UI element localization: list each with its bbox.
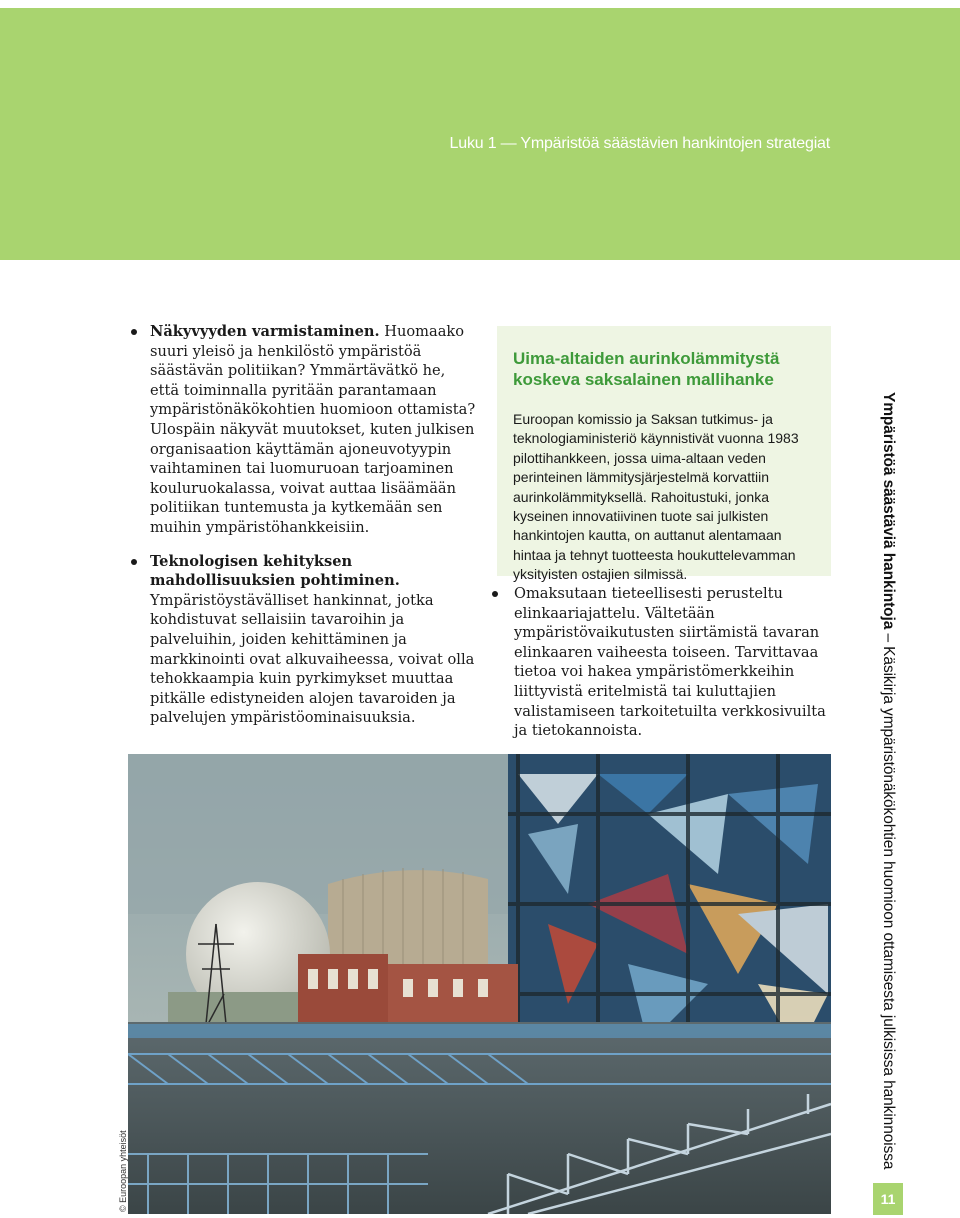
- photo-illustration: [128, 754, 831, 1214]
- chapter-title: Luku 1 — Ympäristöä säästävien hankintojen strategiat: [449, 135, 830, 152]
- case-study-title: Uima-altaiden aurinkolämmitystä koskeva saksalainen mallihanke: [513, 349, 780, 389]
- left-column: [128, 322, 478, 742]
- right-column: [489, 584, 835, 755]
- item-text: Omaksutaan tieteellisesti perusteltu elinkaariajattelu. Vältetään ympäristövaikutusten siirtämistä tavaran elinkaaren vaiheesta toiseen. Tarvittavaa tietoa voi hakea ympäristömerkkeihin liittyvistä eritelmistä tai kuluttajien valistamiseen tarkoitetuilta verkkosivuilta ja tietokannoista.: [514, 585, 826, 740]
- item-text: Ympäristöystävälliset hankinnat, jotka kohdistuvat sellaisiin tavaroihin ja palveluihin, joiden kehittäminen ja markkinointi ovat alkuvaiheessa, voivat olla tehokkaampia kuin pyrkimykset muuttaa pitkälle edistyneiden alojen tavaroiden ja palvelujen ympäristöominaisuuksia.: [150, 591, 475, 727]
- page-number: 11: [873, 1183, 903, 1215]
- bullet-icon: [131, 329, 137, 335]
- item-heading: Teknologisen kehityksen mahdollisuuksien pohtiminen.: [150, 552, 400, 590]
- photo-credit: © Euroopan yhteisöt: [118, 1130, 128, 1212]
- photo-montage: [128, 754, 831, 1214]
- list-item: [128, 322, 478, 538]
- list-item: [489, 584, 835, 741]
- case-study-text: Euroopan komissio ja Saksan tutkimus- ja teknologiaministeriö käynnistivät vuonna 1983 pilottihankkeen, jossa uima-altaan veden perinteinen lämmitysjärjestelmä korvattiin aurinkolämmityksellä. Rahoitustuki, jonka kyseinen innovatiivinen tuote sai julkisten hankintojen kautta, on auttanut alentamaan hintaa ja tehnyt tuotteesta houkuttelevamman yksityisten ostajien silmissä.: [513, 411, 799, 583]
- side-title-rest: – Käsikirja ympäristönäkökohtien huomioon ottamisesta julkisissa hankinnoissa: [880, 629, 897, 1170]
- item-text: Huomaako suuri yleisö ja henkilöstö ympäristöä säästävän politiikan? Ymmärtävätkö he, että toiminnalla pyritään parantamaan ympäristönäkökohtien huomioon ottamista? Ulospäin näkyvät muutokset, kuten julkisen organisaation käyttämän ajoneuvotyypin vaihtaminen tai luomuruoan tarjoaminen kouluruokalassa, voivat auttaa lisäämään politiikan tuntemusta ja kytkemään sen muihin ympäristöhankkeisiin.: [150, 323, 476, 536]
- side-running-title: [879, 392, 897, 1169]
- bullet-icon: [131, 559, 137, 565]
- bullet-icon: [492, 591, 498, 597]
- side-title-bold: Ympäristöä säästäviä hankintoja: [880, 392, 897, 630]
- header-band: [0, 8, 960, 260]
- item-heading: Näkyvyyden varmistaminen.: [150, 323, 380, 340]
- list-item: [128, 552, 478, 728]
- case-study-box: [497, 326, 831, 583]
